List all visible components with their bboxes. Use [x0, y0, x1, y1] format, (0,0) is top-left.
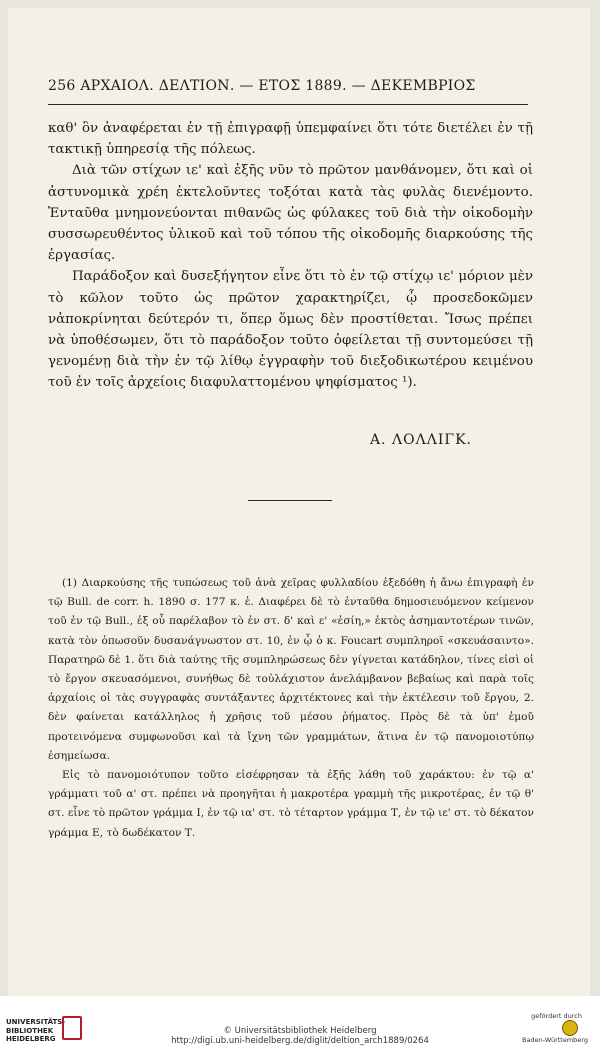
logo-line-3: HEIDELBERG: [6, 1035, 56, 1043]
paragraph-3: Παράδοξον καὶ δυσεξήγητον εἶνε ὅτι τὸ ἐν τῷ στίχῳ ιε' μόριον μὲν τὸ κῶλον τοῦτο ὡς πρῶτον χαρακτηρίζει, ᾧ προσεδοκῶμεν νἀποκρίνηται δεύτερόν τι, ὅπερ ὅμως δὲν προστίθεται. Ἴσως πρέπει νὰ ὑποθέσωμεν, ὅτι τὸ παράδοξον τοῦτο ὀφείλεται τῇ συντομεύσει τῇ γενομένῃ διὰ τὴν ἐν τῷ λίθῳ ἐγγραφὴν τοῦ διεξοδικωτέρου κειμένου τοῦ ἐν τοῖς ἀρχείοις διαφυλαττομένου ψηφίσματος ¹).: [48, 269, 533, 391]
logo-line-2: BIBLIOTHEK: [6, 1026, 54, 1035]
footnote-separator: [248, 500, 332, 501]
logo-line-1: UNIVERSITÄTS-: [6, 1018, 66, 1026]
running-header: 256 ΑΡΧΑΙΟΛ. ΔΕΛΤΙΟΝ. — ΕΤΟΣ 1889. — ΔΕΚΕΜΒΡΙΟΣ: [48, 78, 476, 94]
baden-wuerttemberg-crest-icon: [562, 1020, 578, 1036]
funder-label: Baden-Württemberg: [522, 1036, 588, 1044]
footnote-1: (1) Διαρκούσης τῆς τυπώσεως τοῦ ἀνὰ χεῖρας φυλλαδίου ἐξεδόθη ἡ ἄνω ἐπιγραφὴ ἐν τῷ Bull. de corr. h. 1890 σ. 177 κ. ἑ. Διαφέρει δὲ τὸ ἐνταῦθα δημοσιευόμενον κείμενον τοῦ ἐν τῷ Bull., ἐξ οὗ παρέλαβον τὸ ἐν στ. δ' καὶ ε' «ἐσίη,» ἐκτὸς ἀσημαντοτέρων τινῶν, κατὰ τὸν ὁπωσοῦν δυσανάγνωστον στ. 10, ἐν ᾧ ὁ κ. Foucart συμπληροῖ «σκευάσαιντο». Παρατηρῶ δὲ 1. ὅτι διὰ ταύτης τῆς συμπληρώσεως δὲν γίγνεται κατάδηλον, τίνες εἰσὶ οἱ τὸ ἔργον σκευασόμενοι, συνήθως δὲ τοὐλάχιστον ἀνελάμβανον βεβαίως καὶ παρὰ τοῖς ἀρχαίοις οἱ τὰς συγγραφὰς συντάξαντες ἀρχιτέκτονες καὶ τὴν ἐκτέλεσιν τοῦ ἔργου, 2. δὲν φαίνεται κατάλληλος ἡ χρῆσις τοῦ μέσου ῥήματος. Πρὸς δὲ τὰ ὑπ' ἐμοῦ προτεινόμενα συμφωνοῦσι καὶ τὰ ἴχνη τῶν γραμμάτων, ἅτινα ἐν τῷ πανομοιοτύπῳ ἐσημείωσα.: [48, 577, 534, 762]
footnote-2: Εἰς τὸ πανομοιότυπον τοῦτο εἰσέφρησαν τὰ ἑξῆς λάθη τοῦ χαράκτου: ἐν τῷ α' γράμματι τοῦ α' στ. πρέπει νὰ προηγῆται ἡ μακροτέρα γραμμὴ τῆς μικροτέρας, ἐν τῷ θ' στ. εἶνε τὸ πρῶτον γράμμα Ι, ἐν τῷ ια' στ. τὸ τέταρτον γράμμα Τ, ἐν τῷ ιε' στ. τὸ δέκατον γράμμα Ε, τὸ δωδέκατον Τ.: [48, 769, 534, 839]
paragraph-1: καθ' ὃν ἀναφέρεται ἐν τῇ ἐπιγραφῇ ὑπεμφαίνει ὅτι τότε διετέλει ἐν τῇ τακτικῇ ὑπηρεσίᾳ τῆς πόλεως.: [48, 121, 533, 158]
author-signature: Α. ΛΟΛΛΙΓΚ.: [370, 432, 472, 448]
funded-by-label: gefördert durch: [531, 1012, 582, 1020]
copyright-notice: [0, 1026, 600, 1046]
footnotes: [48, 574, 534, 843]
header-rule: [48, 104, 528, 105]
paragraph-2: Διὰ τῶν στίχων ιε' καὶ ἑξῆς νῦν τὸ πρῶτον μανθάνομεν, ὅτι καὶ οἱ ἀστυνομικὰ χρέη ἐκτελοῦντες τοξόται κατὰ τὰς φυλὰς διενέμοντο. Ἐνταῦθα μνημονεύονται πιθανῶς ὡς φύλακες τοῦ διὰ τὴν οἰκοδομὴν συσσωρευθέντος ὑλικοῦ καὶ τοῦ τόπου τῆς οἰκοδομῆς διαρκούσης τῆς ἐργασίας.: [48, 163, 533, 264]
copyright-line: © Universitätsbibliothek Heidelberg: [223, 1026, 377, 1036]
source-url-link[interactable]: http://digi.ub.uni-heidelberg.de/diglit/deltion_arch1889/0264: [171, 1036, 429, 1046]
body-text: [48, 118, 533, 394]
library-footer: [0, 996, 600, 1052]
